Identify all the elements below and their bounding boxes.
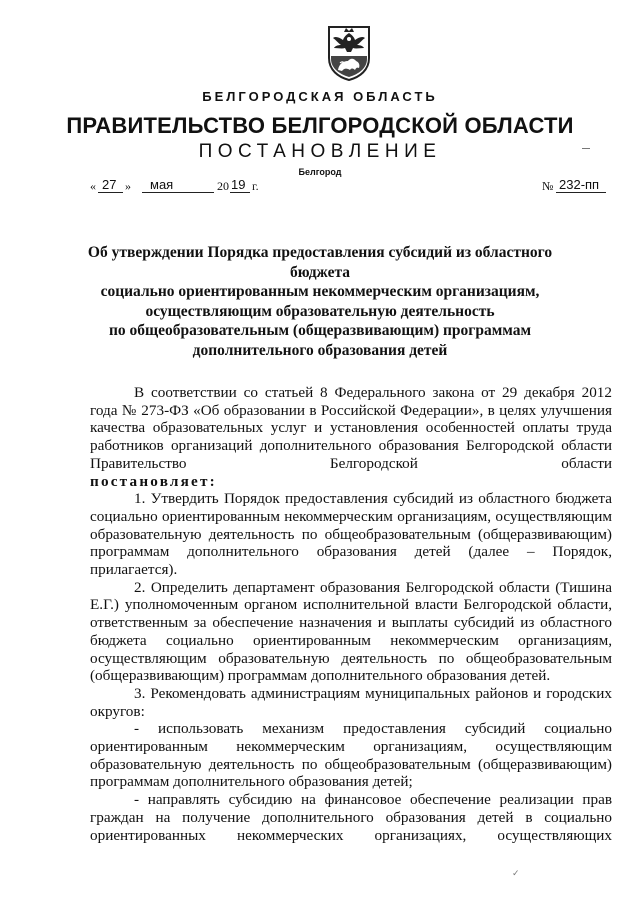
date-year-prefix: 20 bbox=[217, 179, 229, 193]
date-year-mark: г. bbox=[252, 179, 259, 193]
item-2: 2. Определить департамент образования Белгородской области (Тишина Е.Г.) уполномоченным органом исполнительной власти Белгородской области, ответственным за обеспечение назначения и выплаты субсидий из областного бюджета социально ориентированным некоммерческим организациям, осуществляющим образовательную деятельность по общеобразовательным (общеразвивающим) программам дополнительного образования детей. bbox=[90, 578, 612, 685]
document-number: 232-пп bbox=[559, 177, 600, 192]
date-number-line bbox=[90, 178, 610, 196]
month-underline bbox=[142, 192, 214, 193]
item-3b: - направлять субсидию на финансовое обеспечение реализации прав граждан на получение дополнительного образования детей в социально ориентированных некоммерческих организациях, осуществляющих bbox=[90, 791, 612, 844]
resolves-word bbox=[90, 473, 612, 491]
preamble-paragraph: В соответствии со статьей 8 Федерального закона от 29 декабря 2012 года № 273-ФЗ «Об образовании в Российской Федерации», в целях улучшения качества образовательных услуг и установления особенностей оплаты труда работников организаций дополнительного образования Белгородской области Правительство Белгородской области bbox=[90, 384, 612, 472]
item-1: 1. Утвердить Порядок предоставления субсидий из областного бюджета социально ориентированным некоммерческим организациям, осуществляющим образовательную деятельность по общеобразовательным (общеразвивающим) программам дополнительного образования детей (далее – Порядок, прилагается). bbox=[90, 490, 612, 579]
item-3: 3. Рекомендовать администрациям муниципальных районов и городских округов: bbox=[90, 684, 612, 720]
date-month: мая bbox=[150, 177, 174, 192]
number-label: № bbox=[542, 179, 554, 193]
resolves-label: постановляет: bbox=[90, 472, 217, 490]
government-name: ПРАВИТЕЛЬСТВО БЕЛГОРОДСКОЙ ОБЛАСТИ bbox=[66, 113, 574, 138]
city-name: Белгород bbox=[298, 167, 342, 177]
title-line: социально ориентированным некоммерческим организациям, bbox=[100, 283, 540, 300]
scan-mark bbox=[582, 148, 590, 149]
title-line: по общеобразовательным (общеразвивающим) программам bbox=[108, 322, 532, 339]
scan-mark: ✓ bbox=[512, 868, 520, 878]
year-underline bbox=[230, 192, 250, 193]
date-close-quote: » bbox=[125, 179, 131, 193]
date-day: 27 bbox=[102, 177, 117, 192]
title-line: осуществляющим образовательную деятельность bbox=[145, 302, 495, 320]
region-name: БЕЛГОРОДСКАЯ ОБЛАСТЬ bbox=[202, 89, 438, 104]
date-open-quote: « bbox=[90, 179, 96, 193]
document-body bbox=[90, 384, 612, 844]
title-line: Об утверждении Порядка предоставления субсидий из областного бюджета bbox=[87, 244, 553, 281]
coat-of-arms-emblem bbox=[326, 24, 372, 82]
date-year-suffix: 19 bbox=[231, 177, 246, 192]
title-line: дополнительного образования детей bbox=[192, 341, 448, 359]
document-type: ПОСТАНОВЛЕНИЕ bbox=[198, 141, 442, 162]
number-underline bbox=[556, 192, 606, 193]
day-underline bbox=[98, 192, 123, 193]
document-title bbox=[60, 243, 580, 360]
item-3a: - использовать механизм предоставления субсидий социально ориентированным некоммерческим организациям, осуществляющим образовательную деятельность по общеобразовательным (общеразвивающим) программам дополнительного образования детей; bbox=[90, 720, 612, 791]
